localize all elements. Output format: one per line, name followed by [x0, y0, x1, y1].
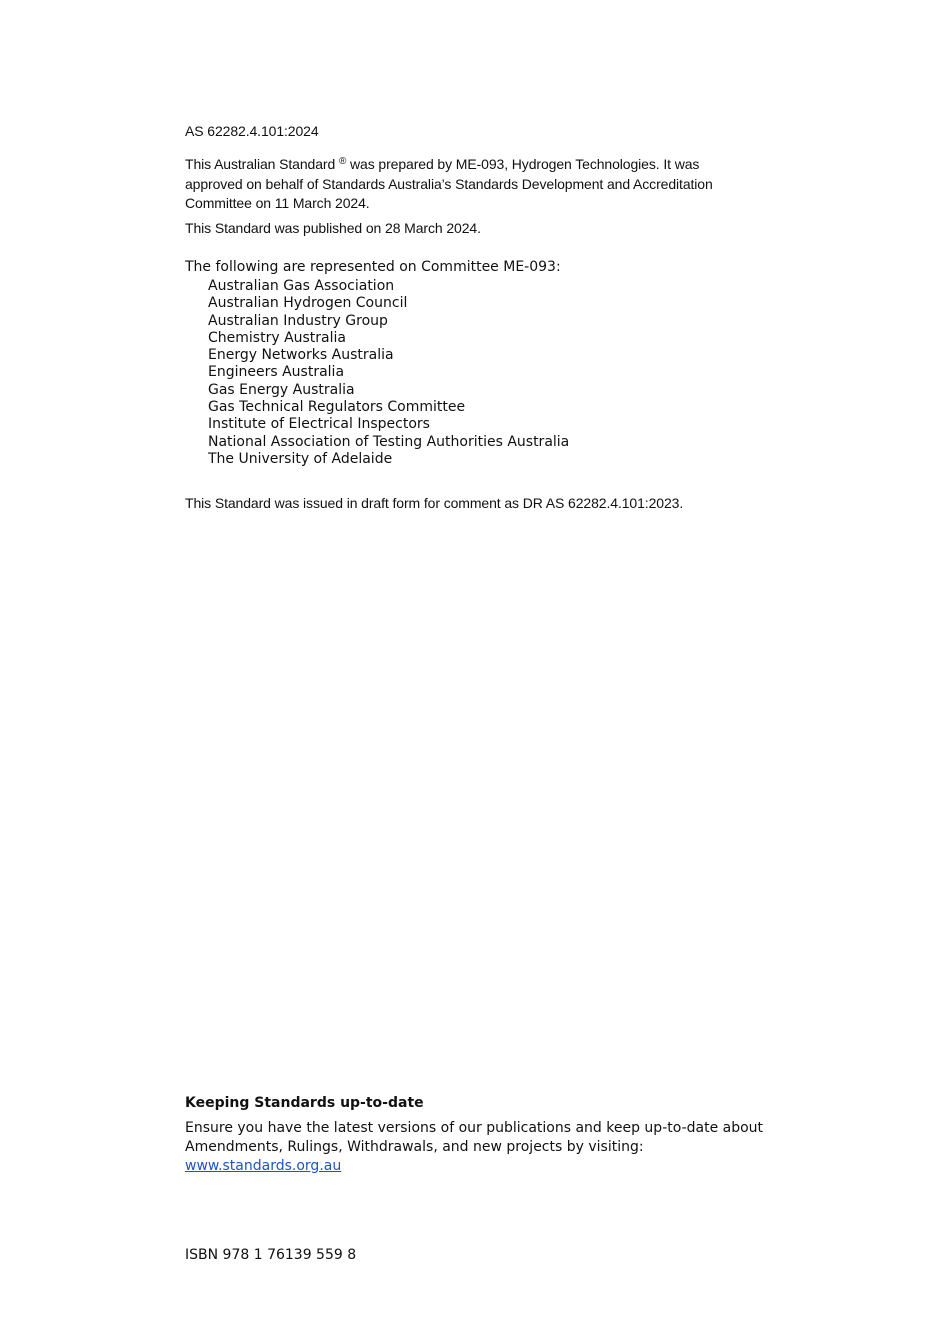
- committee-member: Gas Energy Australia: [208, 381, 355, 398]
- preparation-text-start: This Australian Standard: [185, 156, 336, 172]
- committee-member: National Association of Testing Authorities Australia: [208, 433, 570, 450]
- keeping-up-to-date-text: Ensure you have the latest versions of our publications and keep up-to-date about Amendments, Rulings, Withdrawals, and new projects by visiting:: [185, 1120, 764, 1155]
- publication-date-statement: This Standard was published on 28 March 2024.: [185, 220, 481, 236]
- isbn-number: ISBN 978 1 76139 559 8: [185, 1247, 357, 1263]
- committee-member: Institute of Electrical Inspectors: [208, 416, 430, 433]
- preparation-statement: [185, 155, 745, 214]
- registered-mark: ®: [338, 156, 347, 167]
- committee-member: The University of Adelaide: [208, 450, 393, 467]
- standard-designation: AS 62282.4.101:2024: [185, 123, 319, 139]
- keeping-up-to-date-heading: Keeping Standards up-to-date: [185, 1095, 424, 1111]
- committee-member: Chemistry Australia: [208, 329, 346, 346]
- committee-member: Australian Industry Group: [208, 312, 388, 329]
- committee-member-list: [208, 278, 569, 468]
- committee-member: Gas Technical Regulators Committee: [208, 399, 466, 416]
- committee-member: Energy Networks Australia: [208, 347, 394, 364]
- committee-member: Engineers Australia: [208, 364, 345, 381]
- standards-website-link[interactable]: www.standards.org.au: [185, 1158, 342, 1174]
- committee-member: Australian Hydrogen Council: [208, 295, 408, 312]
- draft-note: This Standard was issued in draft form for comment as DR AS 62282.4.101:2023.: [185, 495, 684, 511]
- committee-intro: The following are represented on Committee ME-093:: [185, 259, 561, 275]
- preparation-text-end: was prepared by ME-093, Hydrogen Technologies. It was approved on behalf of Standards Australia’s Standards Development and Accreditation Committee on 11 March 2024.: [185, 156, 713, 211]
- committee-member: Australian Gas Association: [208, 278, 395, 294]
- keeping-up-to-date-body: [185, 1119, 775, 1176]
